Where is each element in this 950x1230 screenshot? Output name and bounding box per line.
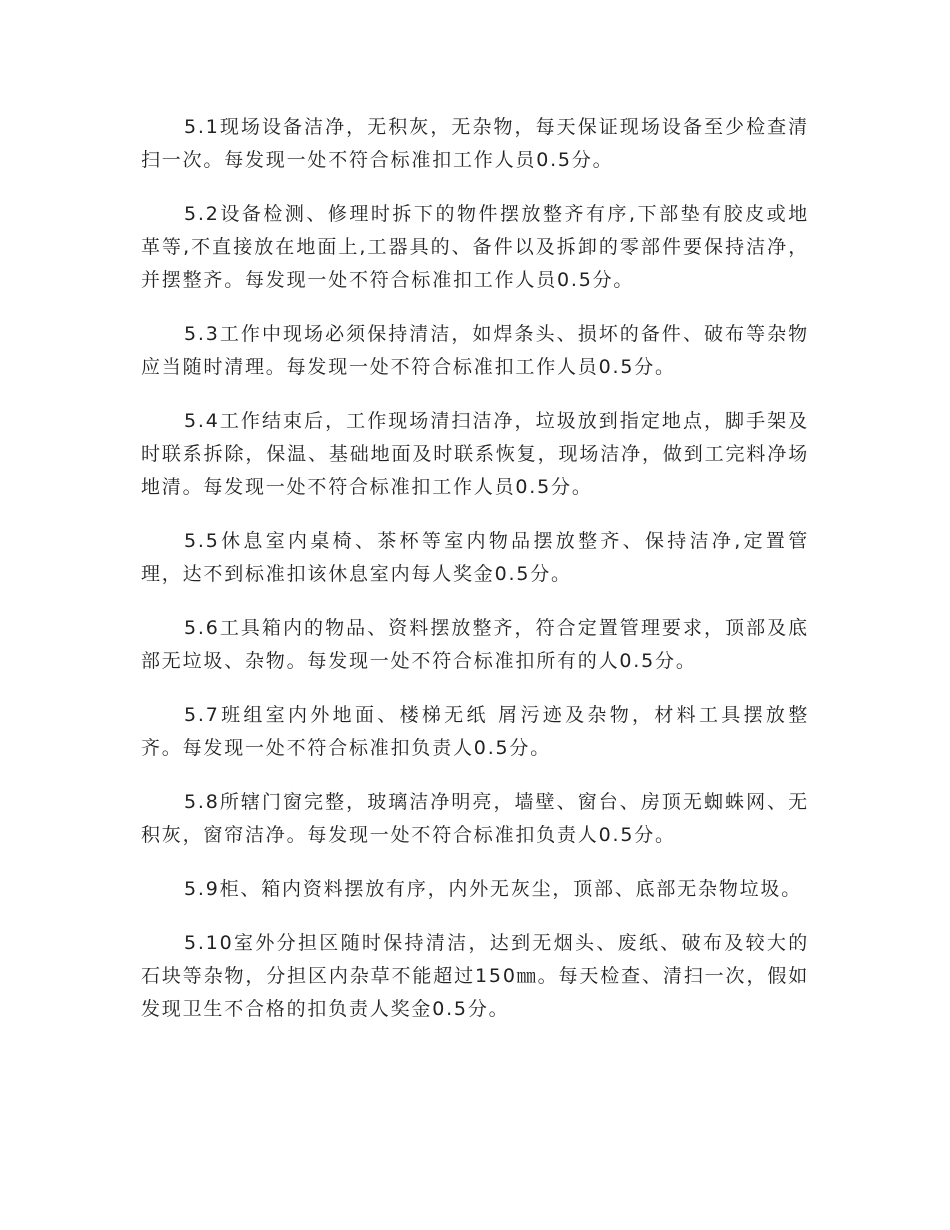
paragraph-5-6: 5.6工具箱内的物品、资料摆放整齐，符合定置管理要求，顶部及底部无垃圾、杂物。每发现一处不符合标准扣所有的人0.5分。 bbox=[141, 617, 809, 672]
paragraph-5-2: 5.2设备检测、修理时拆下的物件摆放整齐有序,下部垫有胶皮或地革等,不直接放在地面上,工器具的、备件以及拆卸的零部件要保持洁净，并摆整齐。每发现一处不符合标准扣工作人员0.5分。 bbox=[141, 203, 809, 291]
paragraph-5-10: 5.10室外分担区随时保持清洁，达到无烟头、废纸、破布及较大的石块等杂物，分担区内杂草不能超过150㎜。每天检查、清扫一次，假如发现卫生不合格的扣负责人奖金0.5分。 bbox=[141, 932, 809, 1020]
document-body bbox=[141, 111, 809, 1047]
paragraph-5-7: 5.7班组室内外地面、楼梯无纸 屑污迹及杂物，材料工具摆放整齐。每发现一处不符合标准扣负责人0.5分。 bbox=[141, 704, 809, 759]
paragraph-5-8: 5.8所辖门窗完整，玻璃洁净明亮，墙壁、窗台、房顶无蜘蛛网、无积灰，窗帘洁净。每发现一处不符合标准扣负责人0.5分。 bbox=[141, 791, 809, 846]
paragraph-5-1: 5.1现场设备洁净，无积灰，无杂物，每天保证现场设备至少检查清扫一次。每发现一处不符合标准扣工作人员0.5分。 bbox=[141, 116, 809, 171]
paragraph-5-3: 5.3工作中现场必须保持清洁，如焊条头、损坏的备件、破布等杂物应当随时清理。每发现一处不符合标准扣工作人员0.5分。 bbox=[141, 323, 809, 378]
paragraph-5-4: 5.4工作结束后，工作现场清扫洁净，垃圾放到指定地点，脚手架及时联系拆除，保温、基础地面及时联系恢复，现场洁净，做到工完料净场地清。每发现一处不符合标准扣工作人员0.5分。 bbox=[141, 410, 809, 498]
paragraph-5-9: 5.9柜、箱内资料摆放有序，内外无灰尘，顶部、底部无杂物垃圾。 bbox=[184, 878, 803, 900]
paragraph-5-5: 5.5休息室内桌椅、茶杯等室内物品摆放整齐、保持洁净,定置管理，达不到标准扣该休息室内每人奖金0.5分。 bbox=[141, 530, 809, 585]
